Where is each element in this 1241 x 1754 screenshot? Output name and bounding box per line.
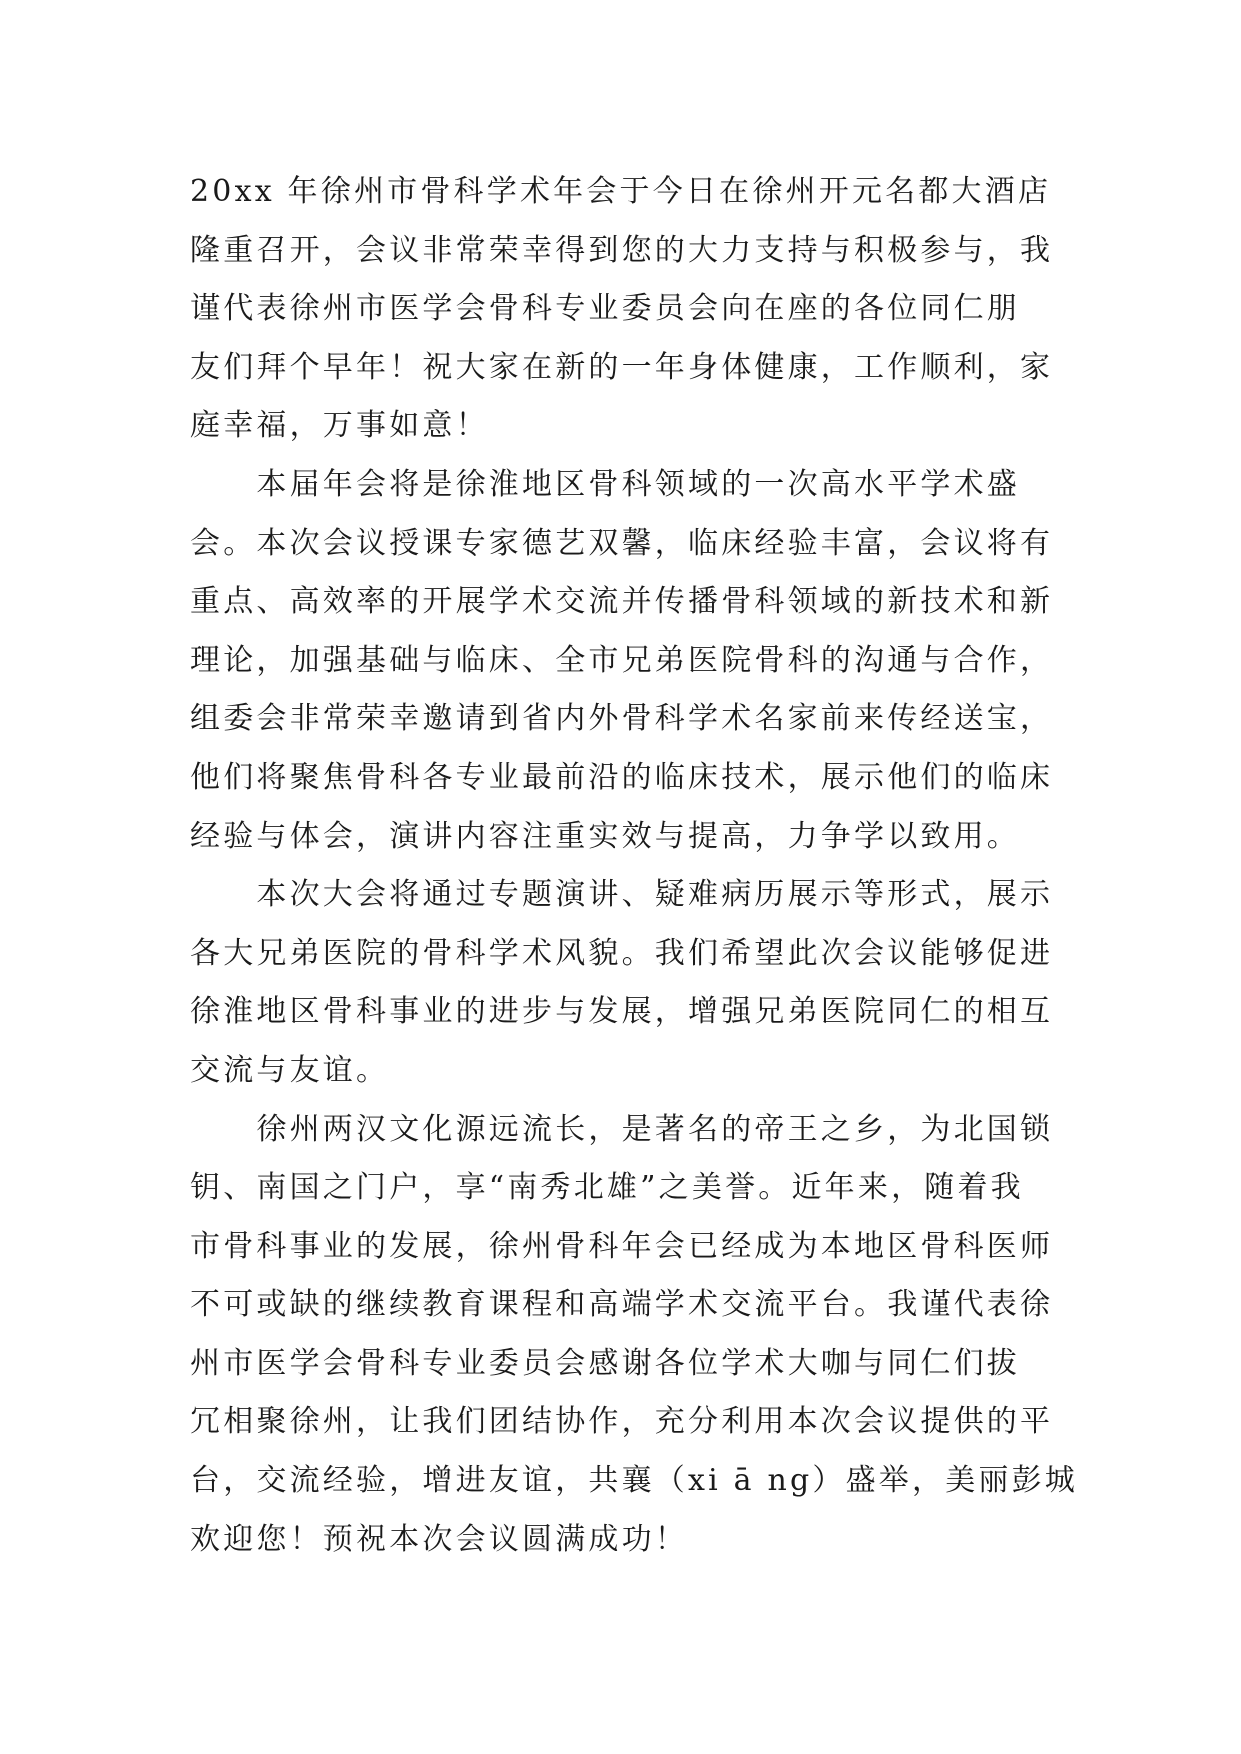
text-line: 市骨科事业的发展，徐州骨科年会已经成为本地区骨科医师 [190, 1228, 1054, 1264]
text-line: 不可或缺的继续教育课程和高端学术交流平台。我谨代表徐 [190, 1287, 1054, 1323]
text-line: 冗相聚徐州，让我们团结协作，充分利用本次会议提供的平 [190, 1404, 1054, 1440]
text-line: 台，交流经验，增进友谊，共襄（xi ā ng）盛举，美丽彭城 [190, 1463, 1078, 1499]
text-line: 隆重召开，会议非常荣幸得到您的大力支持与积极参与，我 [190, 232, 1054, 268]
text-line: 州市医学会骨科专业委员会感谢各位学术大咖与同仁们拔 [190, 1345, 1020, 1381]
text-line: 20xx 年徐州市骨科学术年会于今日在徐州开元名都大酒店 [190, 174, 1052, 209]
text-line: 友们拜个早年！祝大家在新的一年身体健康，工作顺利，家 [190, 349, 1054, 385]
text-line: 本次大会将通过专题演讲、疑难病历展示等形式，展示 [190, 877, 1054, 913]
text-line: 各大兄弟医院的骨科学术风貌。我们希望此次会议能够促进 [190, 935, 1054, 971]
text-line: 本届年会将是徐淮地区骨科领域的一次高水平学术盛 [190, 466, 1020, 502]
text-line: 经验与体会，演讲内容注重实效与提高，力争学以致用。 [190, 818, 1020, 854]
text-line: 组委会非常荣幸邀请到省内外骨科学术名家前来传经送宝， [190, 701, 1054, 737]
text-line: 交流与友谊。 [190, 1052, 390, 1088]
text-line: 重点、高效率的开展学术交流并传播骨科领域的新技术和新 [190, 584, 1054, 620]
text-line: 会。本次会议授课专家德艺双馨，临床经验丰富，会议将有 [190, 525, 1054, 561]
text-line: 钥、南国之门户，享“南秀北雄”之美誉。近年来，随着我 [190, 1170, 1024, 1206]
text-line: 欢迎您！预祝本次会议圆满成功！ [190, 1521, 688, 1557]
text-line: 徐淮地区骨科事业的进步与发展，增强兄弟医院同仁的相互 [190, 994, 1054, 1030]
text-line: 庭幸福，万事如意！ [190, 408, 489, 444]
text-line: 他们将聚焦骨科各专业最前沿的临床技术，展示他们的临床 [190, 759, 1054, 795]
text-line: 理论，加强基础与临床、全市兄弟医院骨科的沟通与合作， [190, 642, 1054, 678]
text-line: 谨代表徐州市医学会骨科专业委员会向在座的各位同仁朋 [190, 291, 1020, 327]
text-line: 徐州两汉文化源远流长，是著名的帝王之乡，为北国锁 [190, 1111, 1054, 1147]
document-body [190, 163, 1078, 1569]
